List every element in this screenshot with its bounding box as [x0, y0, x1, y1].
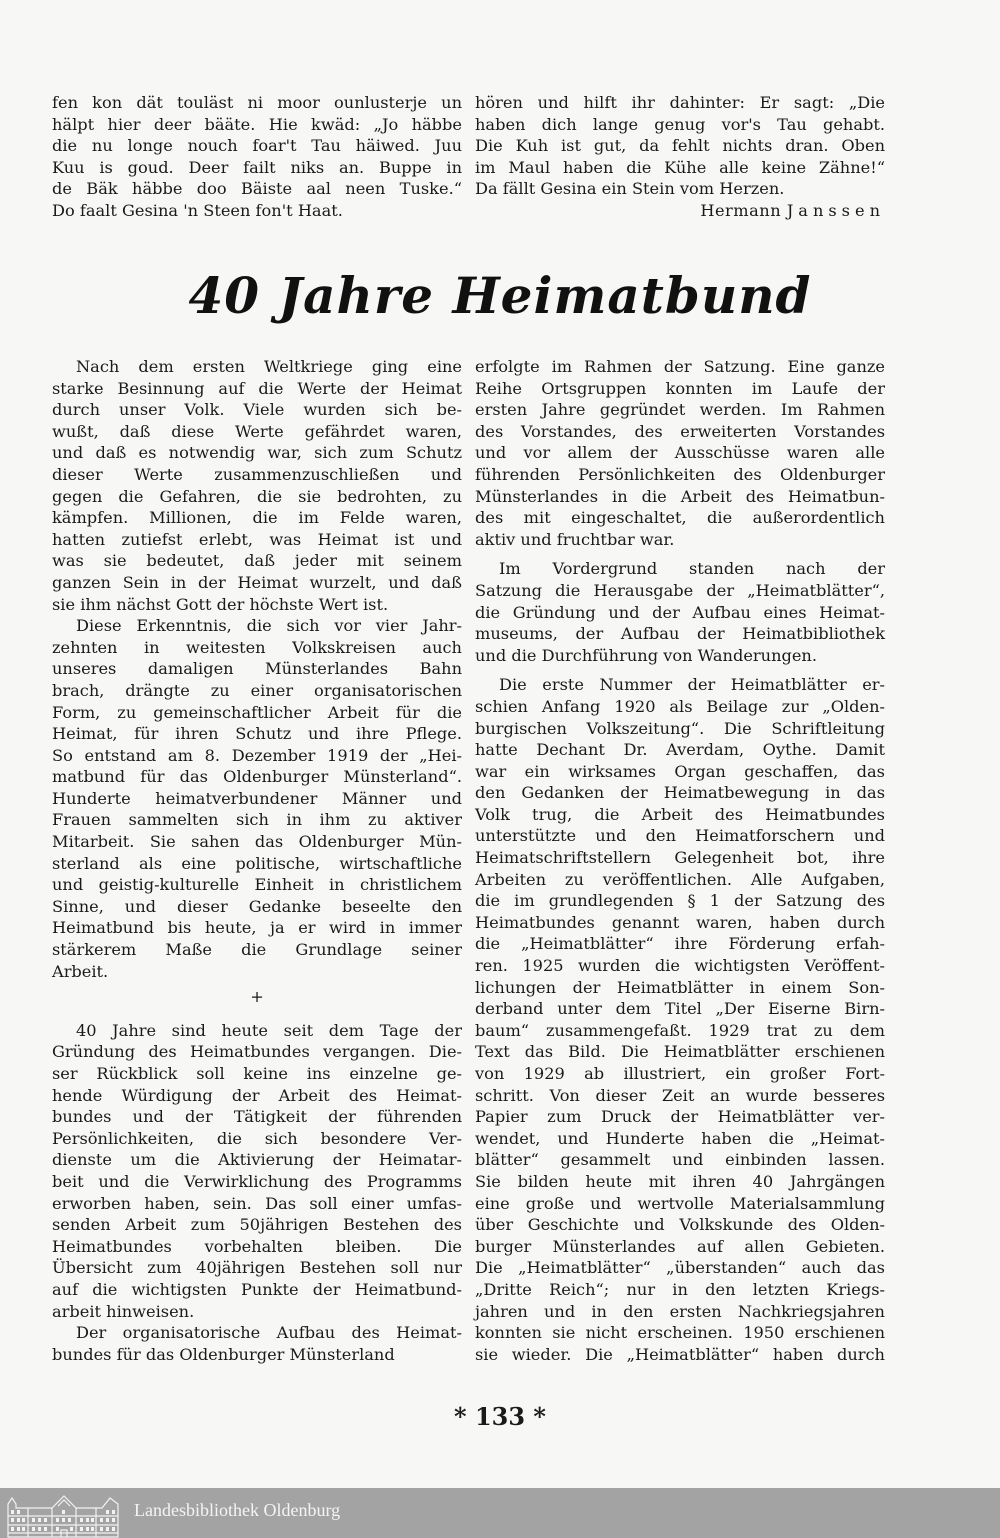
text-line: Übersicht zum 40jährigen Bestehen soll nur [52, 1258, 462, 1278]
text-line: Do faalt Gesina 'n Steen fon't Haat. [52, 200, 343, 220]
text-line: hatten zutiefst erlebt, was Heimat ist und [52, 529, 462, 549]
text-line: erworben haben, sein. Das soll einer umfas- [52, 1193, 462, 1213]
text-line: So entstand am 8. Dezember 1919 der „Hei- [52, 745, 462, 765]
text-line: arbeit hinweisen. [52, 1301, 195, 1321]
paragraph [475, 558, 885, 666]
text-line: Sinne, und dieser Gedanke beseelte den [52, 896, 462, 916]
text-line: wendet, und Hunderte haben die „Heimat- [475, 1128, 885, 1148]
text-line: bundes und der Tätigkeit der führenden [52, 1107, 462, 1127]
text-line: matbund für das Oldenburger Münsterland“. [52, 767, 462, 787]
text-line: Münsterlandes in die Arbeit des Heimatbun- [475, 486, 885, 506]
text-line: Frauen sammelten sich in ihm zu aktiver [52, 810, 462, 830]
text-line: Mitarbeit. Sie sahen das Oldenburger Mün- [52, 832, 462, 852]
page-number: * 133 * [454, 1402, 546, 1431]
text-line: Volk trug, die Arbeit des Heimatbundes [475, 804, 885, 824]
text-line: Papier zum Druck der Heimatblätter ver- [475, 1107, 885, 1127]
text-line: ser Rückblick soll keine ins einzelne ge- [52, 1064, 462, 1083]
paragraph [52, 1322, 462, 1365]
text-line: Nach dem ersten Weltkriege ging eine [76, 357, 462, 376]
text-line: sie ihm nächst Gott der höchste Wert ist. [52, 594, 389, 614]
text-line: des Vorstandes, des erweiterten Vorstandes [475, 421, 885, 441]
text-line: burger Münsterlandes auf allen Gebieten. [475, 1236, 885, 1256]
text-line: Sie bilden heute mit ihren 40 Jahrgängen [475, 1171, 885, 1191]
text-line: beit und die Verwirklichung des Programms [52, 1171, 462, 1191]
library-footer-bar [0, 1488, 1000, 1538]
text-line: ersten Jahre gegründet werden. Im Rahmen [475, 400, 885, 420]
text-line: Arbeit. [52, 961, 109, 981]
text-line: blätter“ gesammelt und einbinden lassen. [475, 1150, 885, 1170]
text-line: unterstützte und den Heimatforschern und [475, 826, 885, 846]
text-line: de Bäk häbbe doo Bäiste aal neen Tuske.“ [52, 179, 462, 199]
text-line: jahren und in den ersten Nachkriegsjahren [475, 1301, 885, 1321]
text-line: zehnten in weitesten Volkskreisen auch [52, 637, 462, 657]
text-line: 40 Jahre sind heute seit dem Tage der [76, 1020, 462, 1040]
section-divider: + [250, 987, 264, 1007]
text-line: Satzung die Herausgabe der „Heimatblätter“, [475, 580, 885, 600]
text-line: Persönlichkeiten, die sich besondere Ver- [52, 1128, 462, 1148]
text-line: Der organisatorische Aufbau des Heimat- [76, 1323, 462, 1343]
text-line: museums, der Aufbau der Heimatbibliothek [475, 624, 885, 644]
article-right-column [475, 356, 885, 1365]
text-line: Heimatschriftstellern Gelegenheit bot, ihre [475, 848, 885, 868]
text-line: gegen die Gefahren, die sie bedrohten, zu [52, 486, 462, 506]
text-line: Hunderte heimatverbundener Männer und [52, 788, 462, 808]
text-line: Die „Heimatblätter“ „überstanden“ auch das [475, 1258, 885, 1278]
text-line: schritt. Von dieser Zeit an wurde besseres [475, 1085, 885, 1105]
paragraph [52, 356, 462, 615]
text-line: Die erste Nummer der Heimatblätter er- [499, 675, 885, 695]
author-signature [475, 200, 885, 222]
text-line: burgischen Volkszeitung“. Die Schriftleitung [475, 718, 885, 738]
text-line: von 1929 ab illustriert, ein großer Fort- [475, 1064, 885, 1083]
text-line: wußt, daß diese Werte gefährdet waren, [52, 421, 462, 441]
text-line: eine große und wertvolle Materialsammlung [475, 1193, 885, 1213]
text-line: war ein wirksames Organ geschaffen, das [475, 761, 885, 781]
text-line: starke Besinnung auf die Werte der Heimat [52, 378, 462, 398]
text-line: Heimatbundes genannt waren, haben durch [475, 912, 885, 932]
text-line: Gründung des Heimatbundes vergangen. Die- [52, 1042, 462, 1062]
text-line: was sie bedeutet, daß jeder mit seinem [52, 551, 462, 571]
text-line: dieser Werte zusammenzuschließen und [52, 464, 462, 484]
article-left-column [52, 356, 462, 1365]
text-line: hören und hilft ihr dahinter: Er sagt: „Die [475, 93, 885, 112]
text-line: Arbeiten zu veröffentlichen. Alle Aufgaben, [475, 869, 885, 889]
text-line: lichungen der Heimatblätter in einem Son- [475, 977, 885, 997]
article-title: 40 Jahre Heimatbund [188, 266, 812, 325]
library-building-icon [6, 1490, 122, 1538]
text-line: die Gründung und der Aufbau eines Heimat- [475, 602, 885, 622]
author-last-name: Janssen [786, 200, 885, 220]
text-line: die nu longe nouch foar't Tau häiwed. Juu [52, 136, 462, 156]
top-left-column [52, 92, 462, 222]
text-line: über Geschichte und Volkskunde des Olden- [475, 1215, 885, 1235]
text-line: des mit eingeschaltet, die außerordentlich [475, 508, 885, 528]
text-line: Form, zu gemeinschaftlicher Arbeit für die [52, 702, 462, 722]
text-line: und die Durchführung von Wanderungen. [475, 645, 818, 665]
paragraph [52, 615, 462, 982]
top-right-column [475, 92, 885, 222]
text-line: durch unser Volk. Viele wurden sich be- [52, 400, 462, 420]
text-line: Text das Bild. Die Heimatblätter erschienen [475, 1042, 885, 1062]
text-line: Im Vordergrund standen nach der [499, 559, 885, 579]
text-line: kämpfen. Millionen, die im Felde waren, [52, 508, 462, 528]
text-line: bundes für das Oldenburger Münsterland [52, 1344, 395, 1364]
text-line: unseres damaligen Münsterlandes Bahn [52, 659, 462, 679]
text-line: im Maul haben die Kühe alle keine Zähne!“ [475, 157, 885, 177]
paragraph [475, 674, 885, 1365]
text-line: und geistig-kulturelle Einheit in christlichem [52, 875, 462, 895]
text-line: und daß es notwendig war, sich zum Schutz [52, 443, 462, 463]
text-line: die „Heimatblätter“ ihre Förderung erfah- [475, 934, 885, 954]
text-line: sie wieder. Die „Heimatblätter“ haben durch [475, 1344, 885, 1364]
text-line: Heimat, für ihren Schutz und ihre Pflege. [52, 724, 462, 744]
text-line: Heimatbundes vorbehalten bleiben. Die [52, 1236, 462, 1256]
text-line: auf die wichtigsten Punkte der Heimatbund- [52, 1279, 462, 1299]
text-line: Kuu is goud. Deer failt niks an. Buppe in [52, 157, 462, 177]
text-line: den Gedanken der Heimatbewegung in das [475, 783, 885, 803]
text-line: erfolgte im Rahmen der Satzung. Eine ganze [475, 357, 885, 376]
text-line: derband unter dem Titel „Der Eiserne Birn- [475, 999, 885, 1019]
text-line: schien Anfang 1920 als Beilage zur „Olden- [475, 696, 885, 716]
text-line: Heimatbund bis heute, ja er wird in immer [52, 918, 462, 938]
text-line: aktiv und fruchtbar war. [475, 529, 675, 549]
text-line: „Dritte Reich“; nur in den letzten Kriegs- [475, 1279, 885, 1299]
text-line: baum“ zusammengefaßt. 1929 trat zu dem [475, 1020, 885, 1040]
paragraph [52, 1020, 462, 1322]
text-line: Die Kuh ist gut, da fehlt nichts dran. Oben [475, 136, 885, 156]
text-line: fen kon dät touläst ni moor ounlusterje un [52, 93, 462, 112]
text-line: dienste um die Aktivierung der Heimatar- [52, 1150, 462, 1170]
library-name: Landesbibliothek Oldenburg [134, 1500, 341, 1520]
text-line: hatte Dechant Dr. Averdam, Oythe. Damit [475, 740, 885, 760]
text-line: die im grundlegenden § 1 der Satzung des [475, 891, 885, 911]
text-line: und vor allem der Ausschüsse waren alle [475, 443, 885, 463]
paragraph [475, 356, 885, 550]
text-line: ren. 1925 wurden die wichtigsten Veröffent- [475, 956, 885, 976]
text-line: sterland als eine politische, wirtschaftliche [52, 853, 462, 873]
text-line: senden Arbeit zum 50jährigen Bestehen des [52, 1215, 462, 1235]
text-line: stärkerem Maße die Grundlage seiner [52, 940, 462, 960]
text-line: konnten sie nicht erscheinen. 1950 erschienen [475, 1323, 885, 1343]
text-line: haben dich lange genug vor's Tau gehabt. [475, 114, 885, 134]
text-line: hende Würdigung der Arbeit des Heimat- [52, 1085, 462, 1105]
text-line: brach, drängte zu einer organisatorischen [52, 680, 462, 700]
text-line: Diese Erkenntnis, die sich vor vier Jahr- [76, 616, 462, 636]
author-first-name: Hermann [700, 200, 782, 220]
text-line: hälpt hier deer bääte. Hie kwäd: „Jo häbbe [52, 114, 462, 134]
text-line: ganzen Sein in der Heimat wurzelt, und daß [52, 572, 462, 592]
text-line: führenden Persönlichkeiten des Oldenburger [475, 464, 885, 484]
text-line: Da fällt Gesina ein Stein vom Herzen. [475, 179, 785, 199]
text-line: Reihe Ortsgruppen konnten im Laufe der [475, 378, 885, 398]
